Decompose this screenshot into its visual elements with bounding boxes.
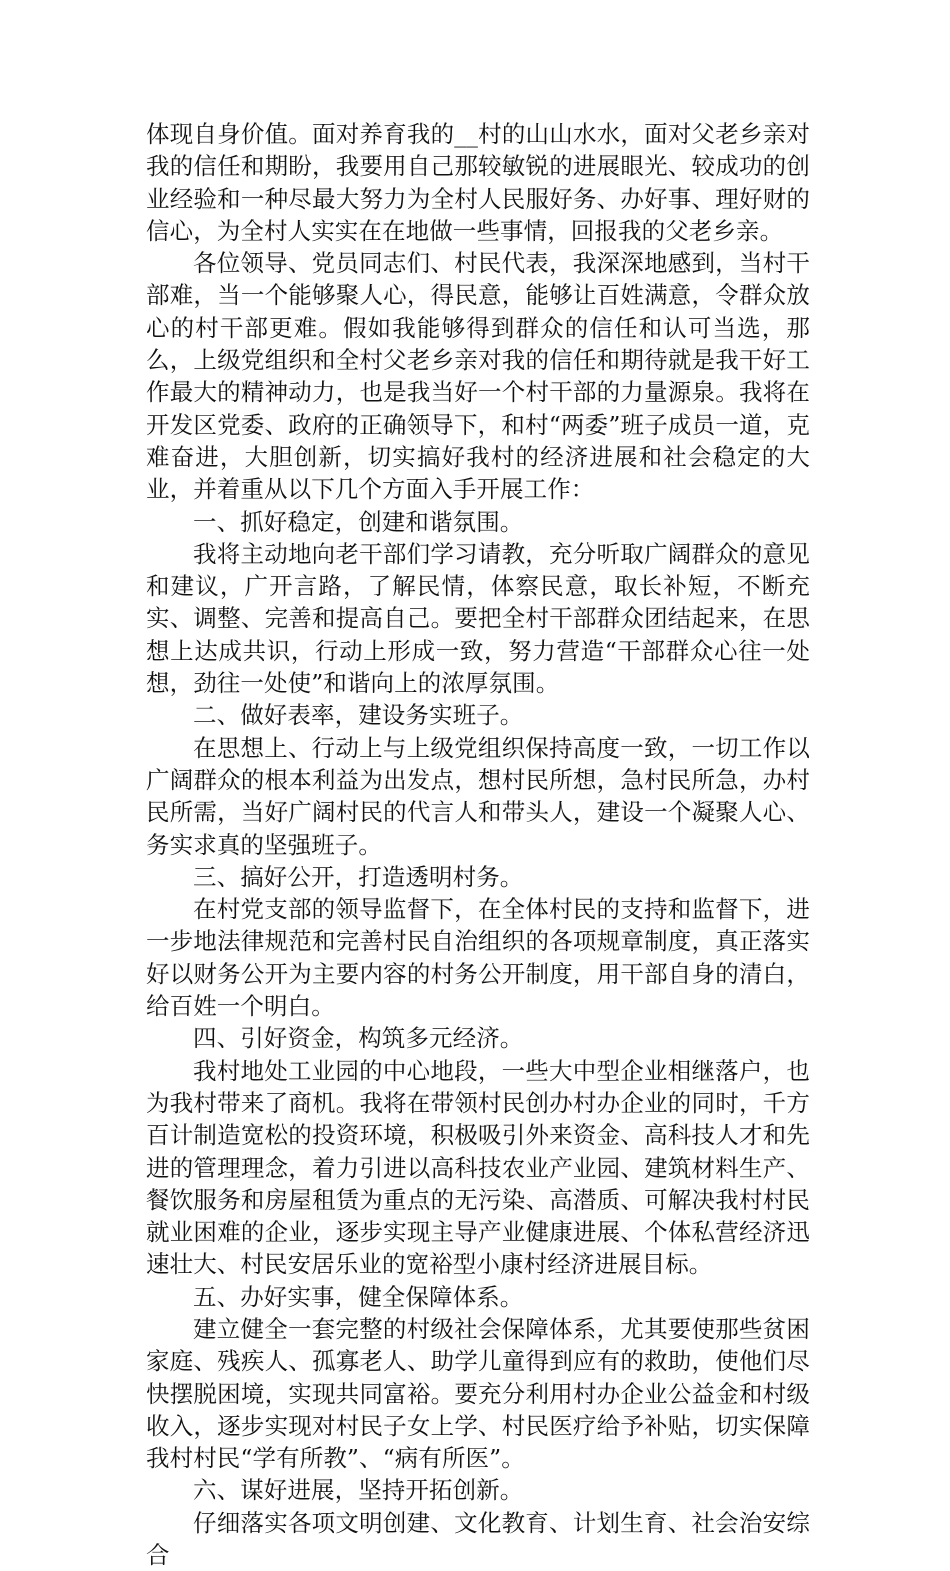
paragraph-section-3: 在村党支部的领导监督下，在全体村民的支持和监督下，进一步地法律规范和完善村民自治组织的各项规章制度，真正落实好以财务公开为主要内容的村务公开制度，用干部自身的清白，给百姓一个明白。 bbox=[146, 895, 810, 1021]
section-heading-4: 四、引好资金，构筑多元经济。 bbox=[193, 1024, 524, 1053]
paragraph-section-6: 仔细落实各项文明创建、文化教育、计划生育、社会治安综合 bbox=[146, 1508, 810, 1570]
paragraph-statement: 各位领导、党员同志们、村民代表，我深深地感到，当村干部难，当一个能够聚人心，得民意，能够让百姓满意，令群众放心的村干部更难。假如我能够得到群众的信任和认可当选，那么，上级党组织和全村父老乡亲对我的信任和期待就是我干好工作最大的精神动力，也是我当好一个村干部的力量源泉。我将在开发区党委、政府的正确领导下，和村“两委”班子成员一道，克难奋进，大胆创新，切实搞好我村的经济进展和社会稳定的大业，并着重从以下几个方面入手开展工作： bbox=[146, 249, 810, 504]
section-heading-6: 六、谋好进展，坚持开拓创新。 bbox=[193, 1476, 524, 1505]
document-page bbox=[146, 118, 810, 1571]
section-heading-5: 五、办好实事，健全保障体系。 bbox=[193, 1282, 524, 1311]
section-heading-3: 三、搞好公开，打造透明村务。 bbox=[193, 862, 524, 891]
paragraph-section-5: 建立健全一套完整的村级社会保障体系，尤其要使那些贫困家庭、残疾人、孤寡老人、助学儿童得到应有的救助，使他们尽快摆脱困境，实现共同富裕。要充分利用村办企业公益金和村级收入，逐步实现对村民子女上学、村民医疗给予补贴，切实保障我村村民“学有所教”、“病有所医”。 bbox=[146, 1314, 810, 1473]
paragraph-section-2: 在思想上、行动上与上级党组织保持高度一致，一切工作以广阔群众的根本利益为出发点，想村民所想，急村民所急，办村民所需，当好广阔村民的代言人和带头人，建设一个凝聚人心、务实求真的坚强班子。 bbox=[146, 733, 810, 859]
section-heading-2: 二、做好表率，建设务实班子。 bbox=[193, 701, 524, 730]
paragraph-section-1: 我将主动地向老干部们学习请教，充分听取广阔群众的意见和建议，广开言路，了解民情，体察民意，取长补短，不断充实、调整、完善和提高自己。要把全村干部群众团结起来，在思想上达成共识，行动上形成一致，努力营造“干部群众心往一处想，劲往一处使”和谐向上的浓厚氛围。 bbox=[146, 539, 810, 698]
paragraph-intro: 体现自身价值。面对养育我的__村的山山水水，面对父老乡亲对我的信任和期盼，我要用自己那较敏锐的进展眼光、较成功的创业经验和一种尽最大努力为全村人民服好务、办好事、理好财的信心，为全村人实实在在地做一些事情，回报我的父老乡亲。 bbox=[146, 120, 810, 245]
section-heading-1: 一、抓好稳定，创建和谐氛围。 bbox=[193, 507, 524, 536]
paragraph-section-4: 我村地处工业园的中心地段，一些大中型企业相继落户，也为我村带来了商机。我将在带领村民创办村办企业的同时，千方百计制造宽松的投资环境，积极吸引外来资金、高科技人才和先进的管理理念，着力引进以高科技农业产业园、建筑材料生产、餐饮服务和房屋租赁为重点的无污染、高潜质、可解决我村村民就业困难的企业，逐步实现主导产业健康进展、个体私营经济迅速壮大、村民安居乐业的宽裕型小康村经济进展目标。 bbox=[146, 1056, 810, 1279]
